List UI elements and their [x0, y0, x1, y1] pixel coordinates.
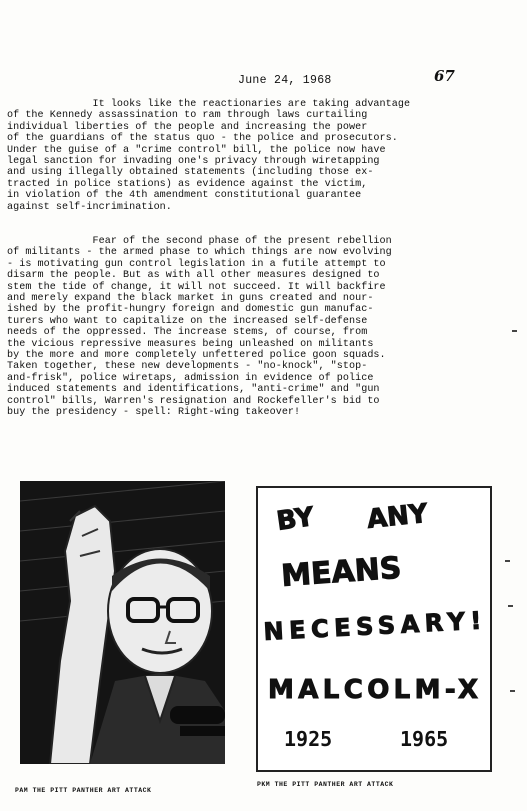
margin-mark [510, 690, 515, 692]
paragraph-2: Fear of the second phase of the present rebellion of militants - the armed phase to which things are now evolving - is motivating gun control legislation in a futile attempt to disarm the people. But as with all other measures designed to stem the tide of change, it will not succeed. It will backfire and merely expand the black market in guns created and nour- ished by the profit-hungry foreign and domestic gun manufac- turers who want to capitalize on the increased self-defense needs of the oppressed. The increase stems, of course, from the vicious repressive measures being unleashed on militants by the more and more completely unfettered police goon squads. Taken together, these new developments - "no-knock", "stop- and-frisk", police wiretaps, admission in evidence of police induced statements and identifications, "anti-crime" and "gun control" bills, Warren's resignation and Rockefeller's bid to buy the presidency - spell: Right-wing takeover! [7, 236, 392, 419]
page-number: 67 [434, 67, 455, 85]
margin-mark [505, 560, 510, 562]
margin-mark [508, 605, 513, 607]
malcolm-x-poster [256, 486, 492, 772]
margin-mark [512, 330, 517, 332]
paragraph-1: It looks like the reactionaries are taking advantage of the Kennedy assassination to ram through laws curtailing individual liberties of the people and increasing the power of the guardians of the status quo - the police and prosecutors. Under the guise of a "crime control" bill, the police now have legal sanction for invading one's privacy through wiretapping and using illegally obtained statements (including those ex- tracted in police stations) as evidence against the victim, in violation of the 4th amendment constitutional guarantee against self-incrimination. [7, 99, 411, 213]
poster-line-necessary: NECESSARY! [262, 606, 483, 646]
portrait-illustration [20, 481, 225, 764]
poster-line-means: MEANS [280, 550, 403, 594]
page-date: June 24, 1968 [238, 74, 332, 87]
left-illustration-caption: PAM THE PITT PANTHER ART ATTACK [15, 787, 152, 794]
poster-line-malcolm: MALCOLM-X [268, 675, 478, 705]
right-poster-caption: PKM THE PITT PANTHER ART ATTACK [257, 781, 394, 788]
poster-line-by: BY [274, 502, 316, 537]
poster-year-death: 1965 [400, 727, 449, 751]
poster-year-birth: 1925 [284, 727, 333, 751]
poster-line-any: ANY [365, 498, 430, 535]
